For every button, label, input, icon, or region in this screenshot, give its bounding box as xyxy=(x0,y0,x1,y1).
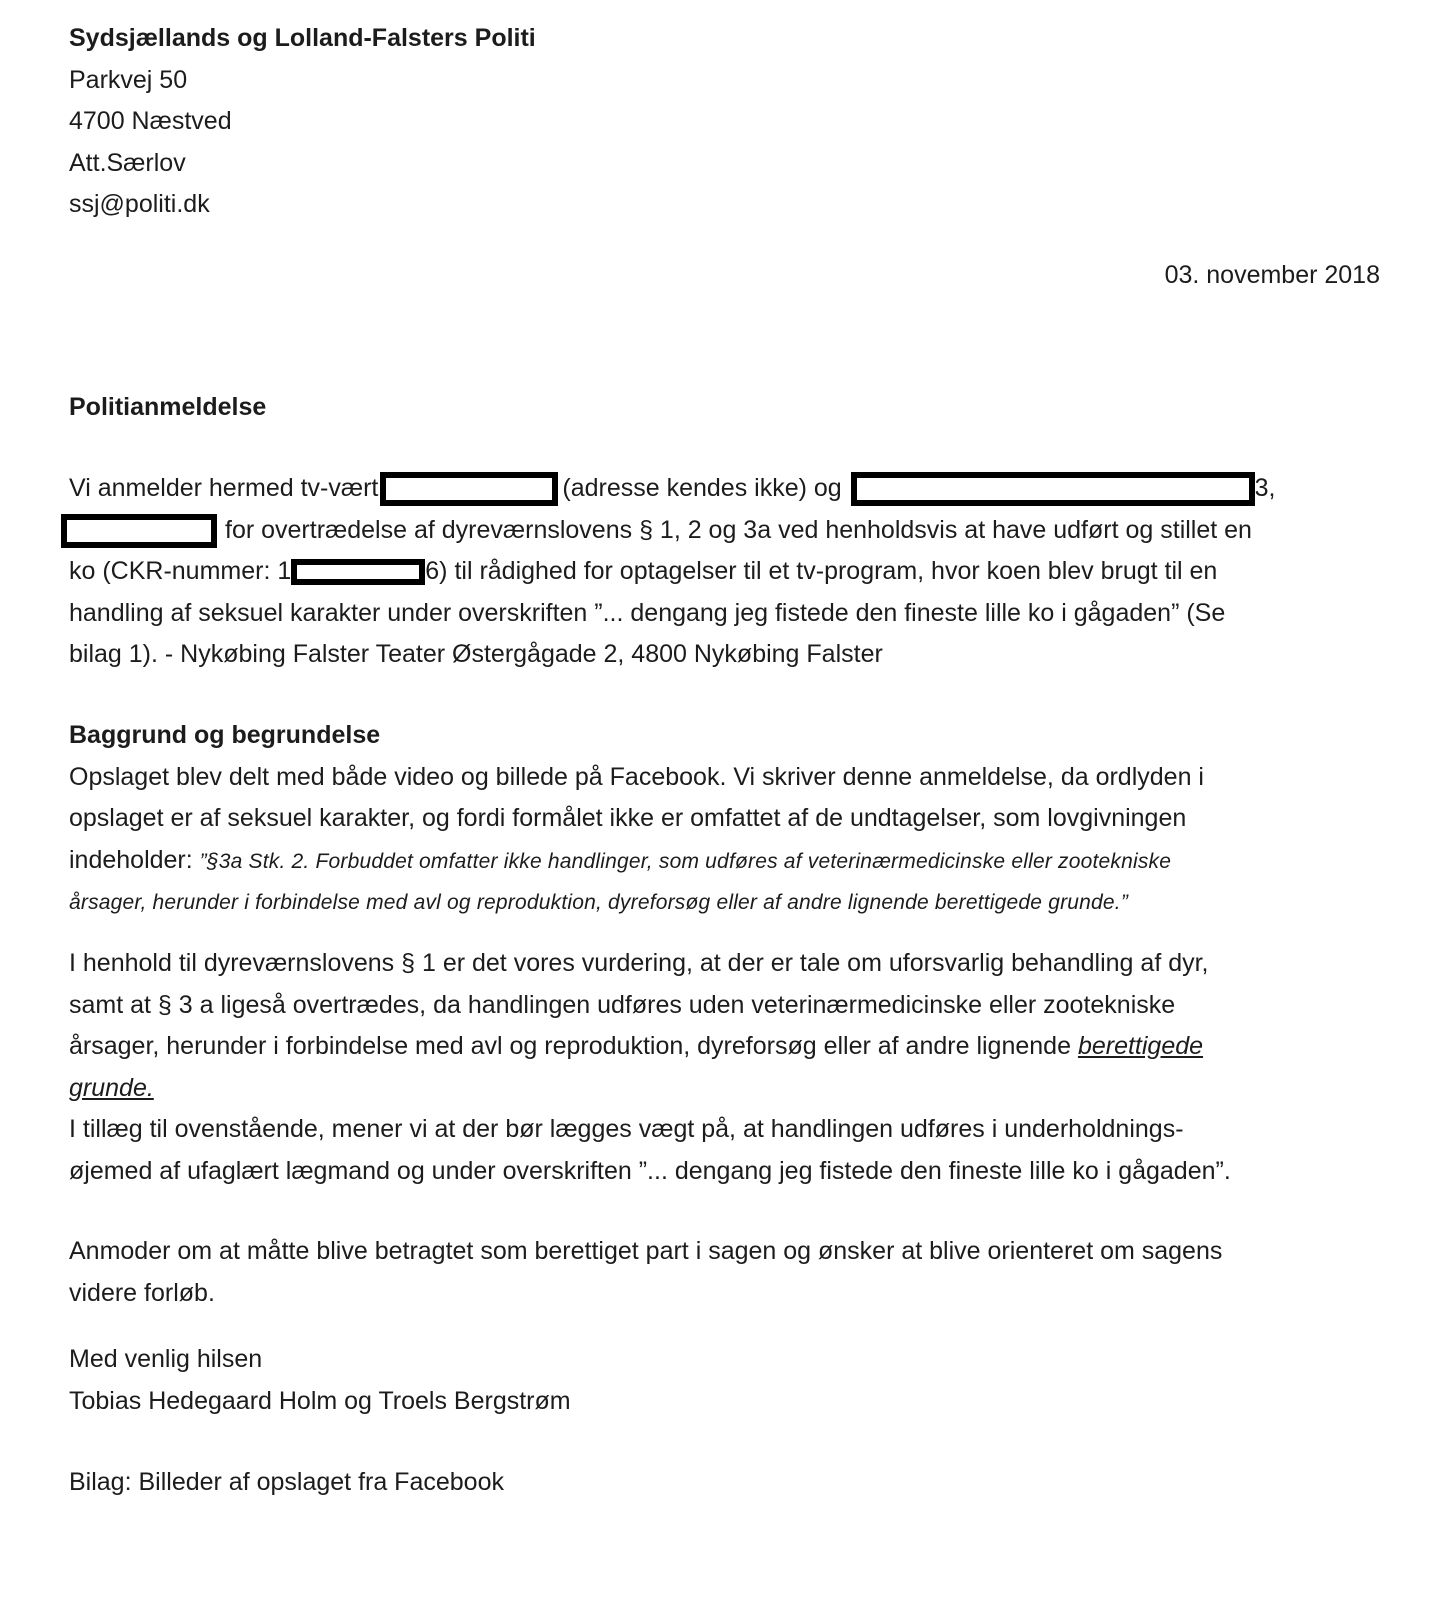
report-line-3a: ko (CKR-nummer: 1 xyxy=(69,557,292,585)
recipient-street: Parkvej 50 xyxy=(69,65,188,94)
background-heading: Baggrund og begrundelse xyxy=(69,721,381,749)
background-p2-line-1: I henhold til dyreværnslovens § 1 er det vores vurdering, at der er tale om uforsvarlig behandling af dyr, xyxy=(69,949,1209,977)
report-line-3b: 6) til rådighed for optagelser til et tv-program, hvor koen blev brugt til en xyxy=(425,557,1218,585)
report-line-2b: for overtrædelse af dyreværnslovens § 1, 2 og 3a ved henholdsvis at have udført og stillet en xyxy=(225,515,1252,544)
background-p2-line-3a: årsager, herunder i forbindelse med avl og reproduktion, dyreforsøg eller af andre lignende xyxy=(69,1032,1078,1060)
request-line-2: videre forløb. xyxy=(69,1278,215,1307)
background-p1-line-2: opslaget er af seksuel karakter, og fordi formålet ikke er omfattet af de undtagelser, som lovgivningen xyxy=(69,804,1187,832)
recipient-email: ssj@politi.dk xyxy=(69,190,210,218)
closing-greeting: Med venlig hilsen xyxy=(69,1345,263,1373)
underlined-term-continued: grunde. xyxy=(69,1073,154,1102)
recipient-city: 4700 Næstved xyxy=(69,107,232,135)
report-line-5: bilag 1). - Nykøbing Falster Teater Østergågade 2, 4800 Nykøbing Falster xyxy=(69,640,883,668)
signatories: Tobias Hedegaard Holm og Troels Bergstrøm xyxy=(69,1386,571,1415)
assessment-paragraph xyxy=(69,943,1379,1192)
redaction-box xyxy=(380,472,558,506)
background-p2-line-6: øjemed af ufaglært lægmand og under overskriften ”... dengang jeg fistede den fineste lille ko i gågaden”. xyxy=(69,1156,1231,1185)
background-p2-line-2: samt at § 3 a ligeså overtrædes, da handlingen udføres uden veterinærmedicinske eller zootekniske xyxy=(69,990,1176,1019)
background-p2-line-5: I tillæg til ovenstående, mener vi at der bør lægges vægt på, at handlingen udføres i underholdnings- xyxy=(69,1115,1184,1143)
recipient-address xyxy=(69,18,1379,226)
law-quote-continued: årsager, herunder i forbindelse med avl og reproduktion, dyreforsøg eller af andre lignende berettigede grunde.” xyxy=(69,891,1129,914)
request-line-1: Anmoder om at måtte blive betragtet som berettiget part i sagen og ønsker at blive orienteret om sagens xyxy=(69,1237,1223,1265)
letter-title: Politianmeldelse xyxy=(69,393,267,421)
report-line-1c: 3, xyxy=(1254,474,1276,502)
law-quote: ”§3a Stk. 2. Forbuddet omfatter ikke handlinger, som udføres af veterinærmedicinske eller zootekniske xyxy=(199,849,1172,873)
underlined-term: berettigede xyxy=(1077,1032,1204,1060)
request-paragraph xyxy=(69,1231,1379,1314)
report-paragraph xyxy=(69,468,1379,676)
redaction-box xyxy=(851,472,1255,506)
report-line-1a: Vi anmelder hermed tv-vært xyxy=(69,474,379,502)
letter-date: 03. november 2018 xyxy=(1164,261,1380,289)
attachment-note: Bilag: Billeder af opslaget fra Facebook xyxy=(69,1468,504,1496)
redaction-box xyxy=(291,559,425,585)
report-line-1b: (adresse kendes ikke) og xyxy=(562,474,842,502)
report-line-4: handling af seksuel karakter under overskriften ”... dengang jeg fistede den fineste lille ko i gågaden” (Se xyxy=(69,598,1226,627)
recipient-attention: Att.Særlov xyxy=(69,148,186,177)
recipient-name: Sydsjællands og Lolland-Falsters Politi xyxy=(69,24,536,52)
closing xyxy=(69,1339,1379,1422)
background-section xyxy=(69,715,1379,924)
redaction-box xyxy=(61,514,217,548)
background-p1-line-3a: indeholder: xyxy=(69,845,200,874)
background-p1-line-1: Opslaget blev delt med både video og billede på Facebook. Vi skriver denne anmeldelse, da ordlyden i xyxy=(69,762,1204,791)
